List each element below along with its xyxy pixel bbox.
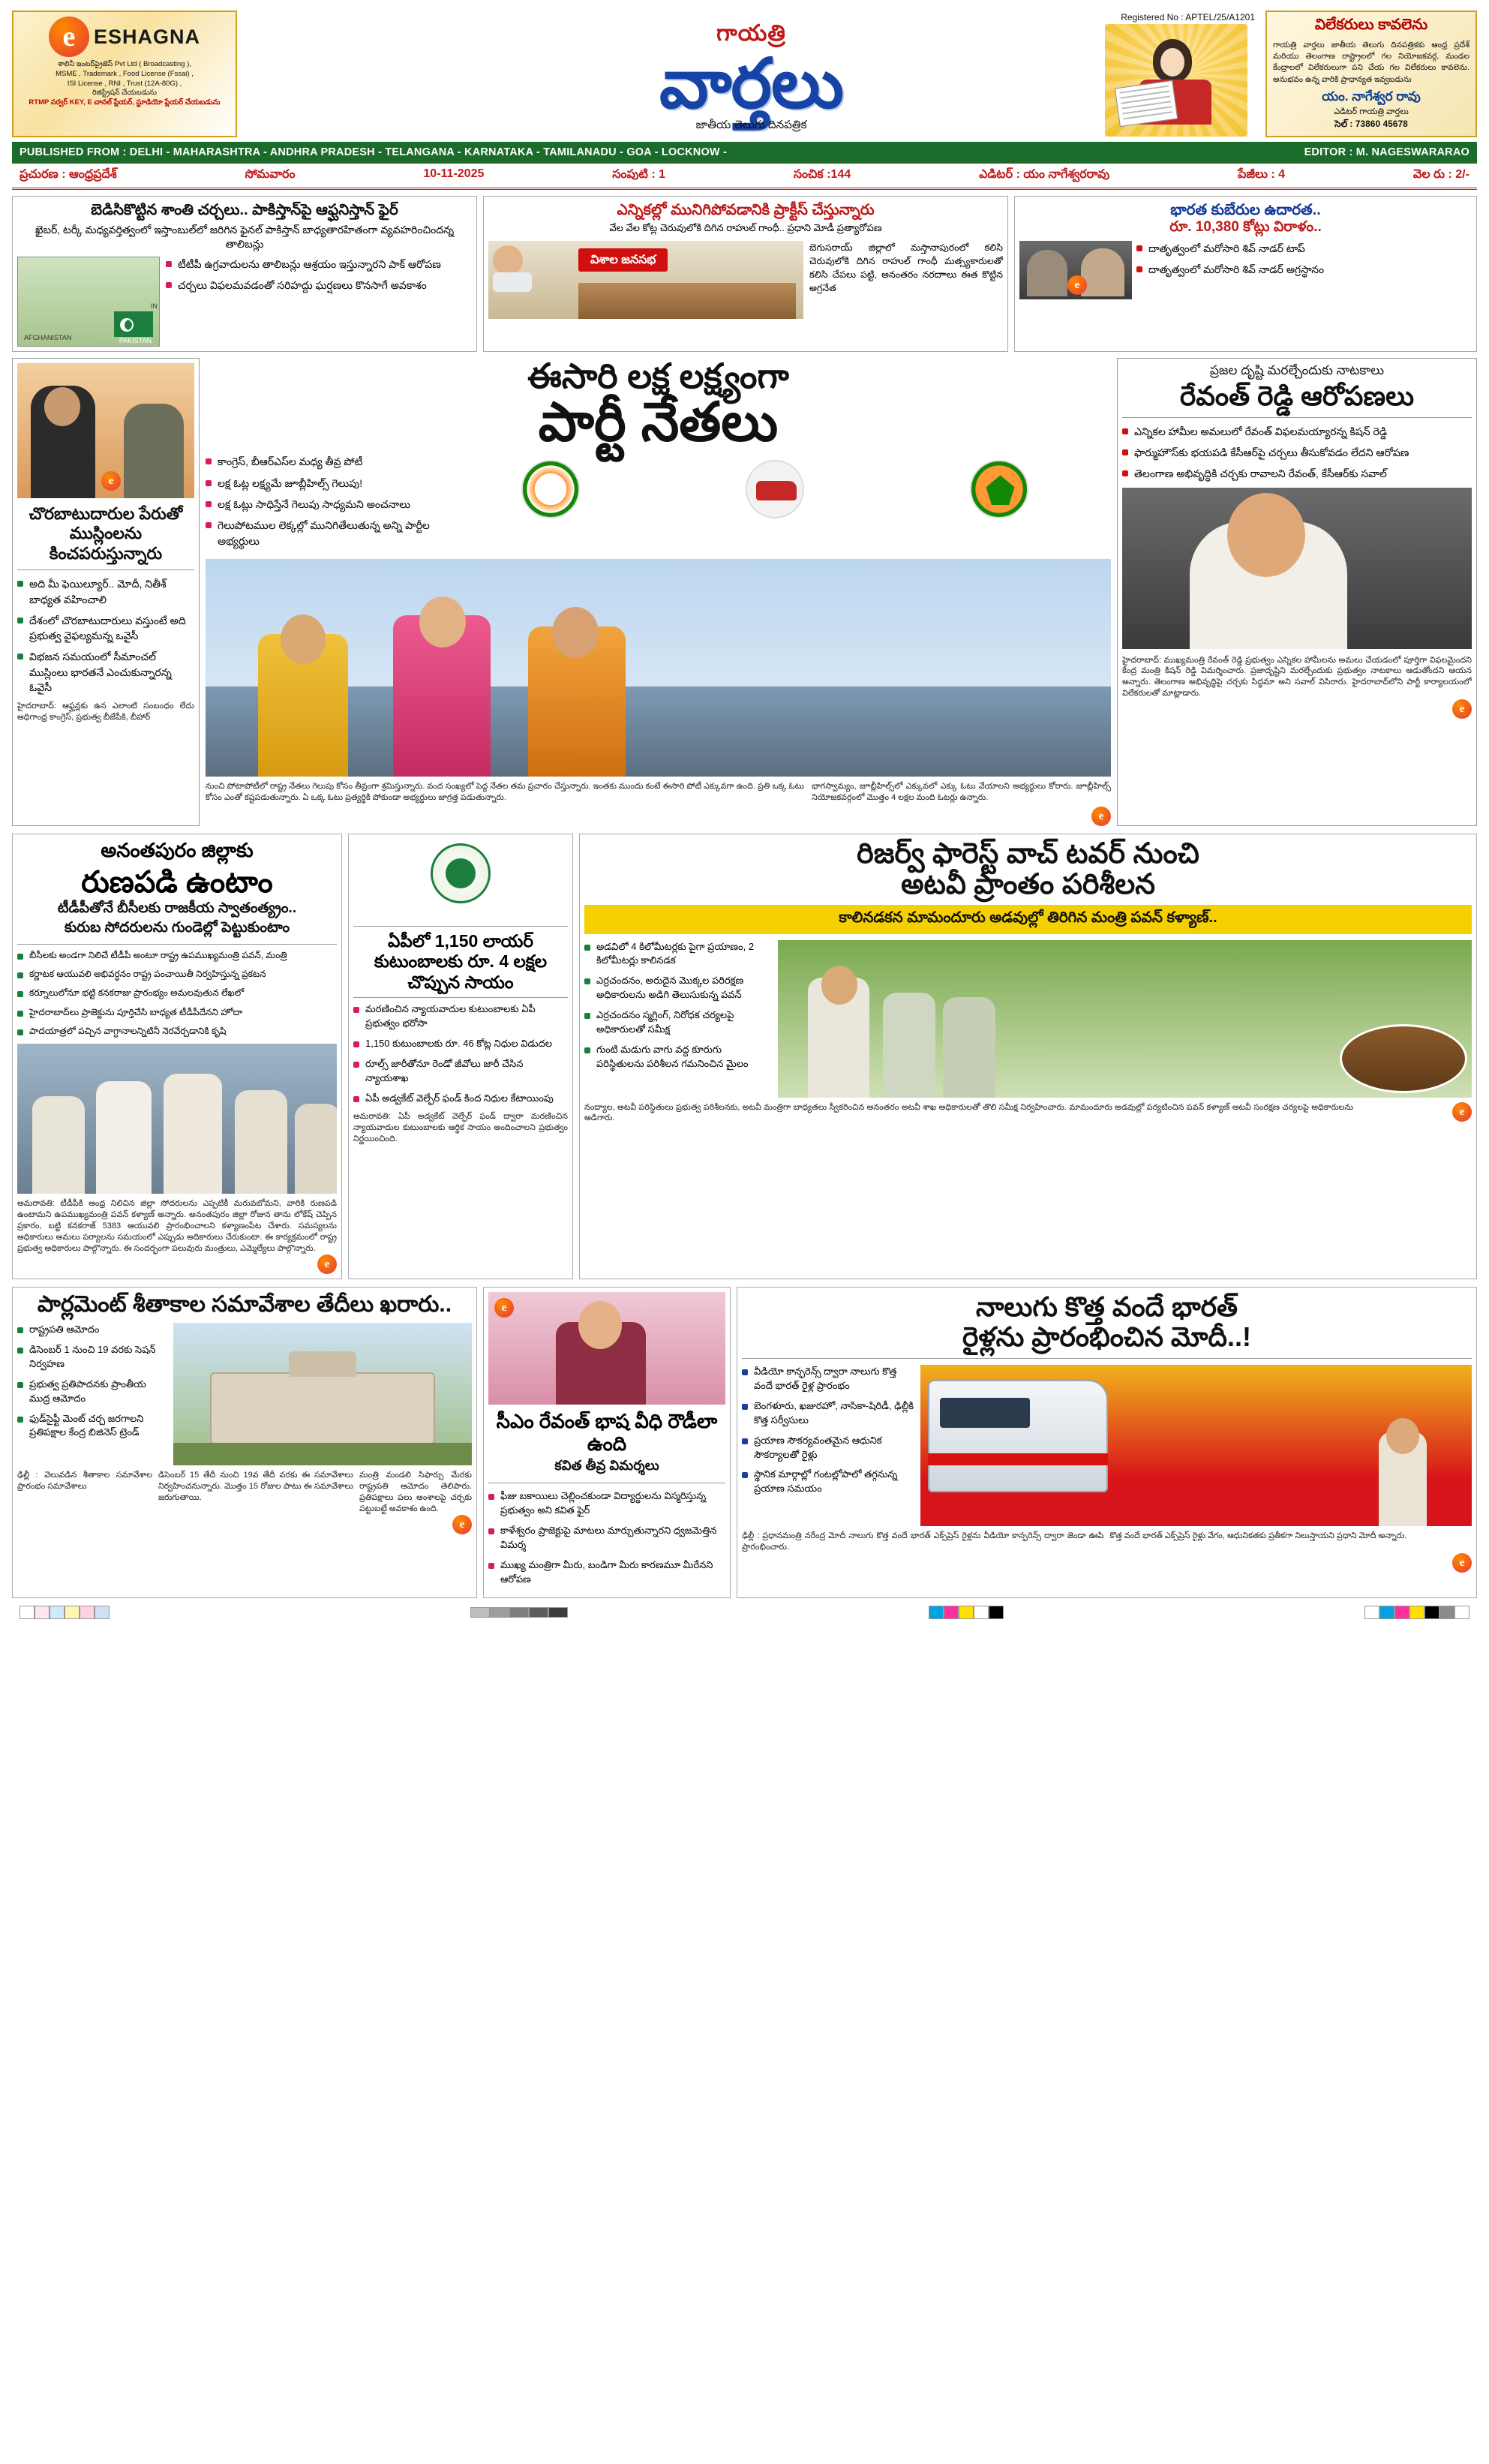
vande-bharat-story[interactable] xyxy=(737,1287,1477,1598)
photo-face xyxy=(44,387,80,426)
owaisi-photo xyxy=(17,363,194,498)
vande-point-1: వీడియో కాన్ఫరెన్స్ ద్వారా నాలుగు కొత్త వందే భారత్ రైళ్ల ప్రారంభం xyxy=(742,1365,914,1393)
lead-headline-line1: ఈసారి లక్ష లక్ష్యంగా xyxy=(527,356,789,396)
color-registration-bars xyxy=(12,1606,1477,1619)
paper-title-main: వార్తలు xyxy=(659,46,844,122)
lawyers-welfare-story[interactable] xyxy=(348,834,573,1279)
colorbar-mid xyxy=(929,1606,1004,1619)
anantapur-point-5: పాదయాత్రలో పచ్చిన వాగ్దానాలన్నిటినీ నెరవేర్చడానికి కృషి xyxy=(17,1025,337,1038)
photo-person-3 xyxy=(164,1074,222,1194)
photo-face-3 xyxy=(552,607,599,658)
top-teaser-band xyxy=(12,196,1477,352)
bjp-logo-icon xyxy=(970,460,1028,518)
lead-caption-1: నుంచి పోటాపోటీలో రాష్ట్ర నేతలు గెలుపు కోసం తీవ్రంగా శ్రమిస్తున్నారు. వంద సంఖ్యలో పెద్ద నేతల తమ ప్రచారం చేస్తున్నారు. ఇంతకు ముందు కంటే ఈసారి పోటీ ఎక్కువగా ఉంది. ప్రతి ఒక్క ఓటు కోసం ఎంతో కష్టపడుతున్నారు. ఏ ఒక్క ఓటు ప్రత్యర్థికి పోకుండా అభ్యర్థులు జాగ్రత్త పడుతున్నారు. xyxy=(206,781,804,802)
ad-line-3: ISI License , RNI , Trust (12A-80G) , xyxy=(67,79,182,88)
photo-face xyxy=(821,966,857,1005)
parliament-caption-mid: డిసెంబర్ 15 తేదీ నుంచి 19వ తేదీ వరకు ఈ సమావేశాలు నిర్వహించనున్నారు. మొత్తం 15 రోజుల పాటు ఈ సమావేశాలు జరుగుతాయి. xyxy=(158,1471,353,1502)
lead-point-1: కాంగ్రెస్, బీఆర్‌ఎస్‌ల మధ్య తీవ్ర పోటీ xyxy=(206,454,431,469)
photo-train-stripe xyxy=(928,1453,1108,1465)
day-label: సోమవారం xyxy=(245,167,296,181)
eshagna-services xyxy=(20,60,230,108)
lead-point-2: లక్ష ఓట్ల లక్ష్యమే జూబ్లీహిల్స్ గెలుపు! xyxy=(206,476,431,491)
lawyers-headline: ఏపీలో 1,150 లాయర్ కుటుంబాలకు రూ. 4 లక్షల చొప్పున సాయం xyxy=(374,930,548,992)
date-label: 10-11-2025 xyxy=(423,167,485,180)
owaisi-headline: చొరబాటుదారుల పేరుతో ముస్లింలను కించపరుస్తున్నారు xyxy=(29,504,183,563)
ad-line-2: MSME , Trademark , Food License (Fssai) , xyxy=(56,69,194,78)
paper-title-small: గాయత్రి xyxy=(716,21,786,46)
congress-logo-icon xyxy=(521,460,580,518)
party-logos xyxy=(438,460,1111,518)
forest-headline-1: రిజర్వ్ ఫారెస్ట్ వాచ్ టవర్ నుంచి xyxy=(857,837,1199,870)
photo-face-1 xyxy=(281,614,326,664)
photo-person-2 xyxy=(124,404,184,498)
lead-headline-line2: పార్టీ నేతలు xyxy=(538,392,779,453)
red-sanders-logs-photo xyxy=(1340,1024,1467,1093)
forest-point-3: ఎర్రచందనం స్మగ్లింగ్, నిరోధక చర్యలపై అధికారులతో సమీక్ష xyxy=(584,1008,772,1037)
paper-tagline: జాతీయ తెలుగు దినపత్రిక xyxy=(695,119,807,132)
pages-label: పేజీలు : 4 xyxy=(1237,167,1286,181)
photo-parliament-roof xyxy=(289,1351,356,1377)
masthead-title-block xyxy=(242,11,1261,137)
kavitha-headline: సీఎం రేవంత్ భాష వీధి రౌడీలా ఉంది xyxy=(496,1409,718,1455)
photo-person-1 xyxy=(32,1096,85,1194)
kavitha-point-2: కాళేశ్వరం ప్రాజెక్టుపై మాటలు మార్చుతున్నారని ధ్వజమెత్తిన విమర్శ xyxy=(488,1524,725,1552)
teaser1-point-2: చర్చలు విఫలమవడంతో సరిహద్దు ఘర్షణలు కొనసాగే అవకాశం xyxy=(166,278,472,293)
vande-point-3: ప్రయాణ సౌకర్యవంతమైన ఆధునిక సౌకర్యాలతో రైళ్లు xyxy=(742,1434,914,1462)
teaser2-headline: ఎన్నికల్లో మునిగిపోవడానికి ప్రాక్టీస్ చేస్తున్నారు xyxy=(617,201,875,218)
parliament-caption-left: ఢిల్లీ : వెలువడిన శీతాకాల సమావేశాల ప్రారంభం సమావేశాలు xyxy=(17,1471,152,1492)
editor-phone[interactable]: సెల్ : 73860 45678 xyxy=(1334,118,1408,129)
colorbar-left xyxy=(20,1606,110,1619)
issue-label: సంచిక :144 xyxy=(793,167,851,181)
vande-bharat-train-photo xyxy=(920,1365,1472,1526)
kishan-point-3: తెలంగాణ అభివృద్ధికి చర్చకు రావాలని రేవంత్, కేసీఆర్‌కు సవాల్ xyxy=(1122,466,1472,481)
forest-banner: కాలినడకన మామందూరు అడవుల్లో తిరిగిన మంత్రి పవన్ కళ్యాణ్.. xyxy=(584,905,1472,934)
kishan-point-1: ఎన్నికల హామీల అమలులో రేవంత్ విఫలమయ్యారన్న కిషన్ రెడ్డి xyxy=(1122,424,1472,439)
photo-train-window xyxy=(940,1398,1030,1428)
photo-face xyxy=(1227,493,1305,577)
paper-stamp-icon: e xyxy=(1452,1553,1472,1573)
published-from-strip xyxy=(12,142,1477,163)
section-three xyxy=(12,834,1477,1279)
paper-stamp-icon: e xyxy=(1452,699,1472,719)
anantapur-point-4: హైదరాబాద్‌లు ప్రాజెక్టును పూర్తిచేసి బాధ్యత టీడీపీదేనని హోదా xyxy=(17,1006,337,1019)
teaser2-subhead: వేల వేల కోట్ల చెరువులోకి దిగిన రాహుల్ గాంధీ.. ప్రధాని మోడీ ప్రత్యారోపణ xyxy=(609,221,882,233)
pakistan-flag-icon xyxy=(114,311,153,337)
teaser2-body: బెగుసరాయ్ జిల్లాలో మస్తానాపురంలో కలిసి చెరువులోకి దిగిన రాహుల్ గాంధీ మత్స్యకారులతో కలిసి చేపలు పట్టి, అనంతరం నరదాాలు ఈత కొట్టిన అగ్రనేత xyxy=(809,242,1003,294)
parliament-point-2: డిసెంబర్ 1 నుంచి 19 వరకు సెషన్ నిర్వహణ xyxy=(17,1343,167,1372)
teaser-philanthropy[interactable] xyxy=(1014,196,1477,352)
ad-line-highlight: RTMP సర్వర్ KEY, E చానల్ ప్లేయర్, స్టూడియో ప్లేయర్ చేయబడును xyxy=(29,98,221,107)
kavitha-point-3: ముఖ్య మంత్రిగా మీరు, బండిగా మీరు కారణమూ మీరేనని ఆరోపణ xyxy=(488,1558,725,1587)
edition-label: ప్రచురణ : ఆంధ్రప్రదేశ్ xyxy=(20,167,117,181)
kishan-caption: హైదరాబాద్: ముఖ్యమంత్రి రేవంత్ రెడ్డి ప్రభుత్వం ఎన్నికల హామీలను అమలు చేయడంలో పూర్తిగా విఫలమైందని కేంద్ర మంత్రి కిషన్ రెడ్డి విమర్శించారు. ప్రజాదృష్టిని మరల్చేందుకు ప్రభుత్వం నాటకాలు ఆడుతోందని ఆయన అన్నారు. తెలంగాణ అభివృద్ధిపై చర్చకు సిద్ధమా అని సవాల్ విసిరారు. హైదరాబాద్‌లోని పార్టీ కార్యాలయంలో విలేకరులతో మాట్లాడారు. xyxy=(1122,655,1472,699)
volume-label: సంపుటి : 1 xyxy=(612,167,665,181)
teaser-afghanistan-pakistan[interactable] xyxy=(12,196,477,352)
photo-person-5 xyxy=(295,1104,337,1194)
published-from-text: PUBLISHED FROM : DELHI - MAHARASHTRA - ANDHRA PRADESH - TELANGANA - KARNATAKA - TAMILANADU - GOA - LOCKNOW - xyxy=(20,146,728,158)
advertisement-left[interactable] xyxy=(12,11,237,137)
colorbar-right xyxy=(1364,1606,1469,1619)
teaser3-point-2: దాతృత్వంలో మరోసారి శివ్ నాడర్ అగ్రస్థానం xyxy=(1136,262,1472,277)
anantapur-sub1: టీడీపీతోనే బీసీలకు రాజకీయ స్వాతంత్య్రం.. xyxy=(57,900,297,916)
vande-caption-right: కొత్త వందే భారత్ ఎక్స్‌ప్రెస్ రైళ్లు వేగం, ఆధునికతకు ప్రతీకగా నిలుస్తాయని ప్రధాని మోదీ అన్నారు. xyxy=(1109,1531,1407,1541)
kishan-kicker: ప్రజల దృష్టి మరల్చేందుకు నాటకాలు xyxy=(1209,363,1385,378)
teaser3-point-1: దాతృత్వంలో మరోసారి శివ్ నాడర్ టాప్ xyxy=(1136,241,1472,256)
photo-official-1 xyxy=(883,993,935,1098)
illustration-face xyxy=(1160,48,1184,77)
photo-lawn xyxy=(173,1443,472,1465)
afghanistan-pakistan-map xyxy=(17,257,160,347)
reporters-wanted-body: గాయత్రి వార్తలు జాతీయ తెలుగు దినపత్రికకు ఆంధ్ర ప్రదేశ్ మరియు తెలంగాణ రాష్ట్రాలలో గల నియోజకవర్గ, మండల కేంద్రాలలో విలేకరులుగా పని చేయ గల విలేకరులు కావలెను. అనుభవం ఉన్న వారికి ప్రాధాన్యత ఇవ్వబడును xyxy=(1273,41,1469,84)
kavitha-sub: కవిత తీవ్ర విమర్శలు xyxy=(554,1458,659,1474)
photo-face-2 xyxy=(419,596,466,648)
map-label-afghanistan: AFGHANISTAN xyxy=(24,334,72,342)
owaisi-point-1: అది మీ ఫెయిల్యూర్.. మోదీ, నితీశ్ బాధ్యత వహించాలి xyxy=(17,576,194,607)
owaisi-story[interactable] xyxy=(12,358,200,825)
main-lead-story[interactable] xyxy=(206,358,1111,825)
anantapur-point-3: కర్నూలులోనూ భట్టి కనకరాజు ప్రారంభ్యం అమలవుతున లేఖలో xyxy=(17,987,337,999)
edition-info-strip xyxy=(12,163,1477,190)
kavitha-story[interactable] xyxy=(483,1287,731,1598)
ap-government-emblem-icon xyxy=(426,839,495,921)
anantapur-point-2: కర్ణాటక ఆయువలి అభివర్ధనం రాష్ట్ర పంచాయితీ నిర్వహిస్తున్న ప్రకటన xyxy=(17,968,337,981)
kishan-headline: రేవంత్ రెడ్డి ఆరోపణలు xyxy=(1179,380,1415,412)
lead-section xyxy=(12,358,1477,825)
lead-point-3: లక్ష ఓట్లు సాధిస్తేనే గెలుపు సాధ్యమని అంచనాలు xyxy=(206,497,431,512)
teaser3-subhead: రూ. 10,380 కోట్లు విరాళం.. xyxy=(1169,218,1322,235)
owaisi-point-3: విభజన సమయంలో సీమాంచల్ ముస్లింలు భారతనే ఎంచుకున్నారన్న ఓవైసీ xyxy=(17,649,194,695)
editor-role: ఎడిటర్ గాయత్రి వార్తలు xyxy=(1334,107,1409,116)
anantapur-kicker: అనంతపురం జిల్లాకు xyxy=(101,838,254,861)
anantapur-story[interactable] xyxy=(12,834,342,1279)
editor-label: ఎడిటర్ : యం నాగేశ్వరరావు xyxy=(979,167,1110,181)
parliament-point-3: ప్రభుత్వ ప్రతిపాదనకు ప్రాంతీయ ముద్ర ఆమోదం xyxy=(17,1378,167,1406)
anantapur-point-1: బీసీలకు అండగా నిలిచే టీడీపీ అంటూ రాష్ట్ర ఉపముఖ్యమంత్రి పవన్, మంత్రి xyxy=(17,949,337,962)
reporters-wanted-headline: విలేకరులు కావలెను xyxy=(1314,17,1428,33)
photo-person-modi xyxy=(493,245,532,290)
paper-stamp-icon: e xyxy=(1067,275,1087,295)
forest-photo xyxy=(778,940,1472,1098)
paper-stamp-icon: e xyxy=(1091,807,1111,826)
forest-headline-2: అటవీ ప్రాంతం పరిశీలన xyxy=(901,868,1155,900)
lawyers-point-4: ఏపీ అడ్వకేట్ వెల్ఫేర్ ఫండ్ కింద నిధుల కేటాయింపు xyxy=(353,1092,568,1106)
parliament-point-4: ఫుడ్‌సైఫ్టీ మెంట్ చర్చ జరగాలని ప్రతిపక్షాల కేంద్ర బిజినెస్ ట్రెండ్ xyxy=(17,1412,167,1441)
anantapur-photo xyxy=(17,1044,337,1194)
eshagna-logo-icon: e xyxy=(49,17,89,57)
parliament-caption-right: మంత్రి మండలి సిఫార్సు మేరకు రాష్ట్రపతి ఆమోదం తెలిపారు. ప్రతిపక్షాలు పలు అంశాలపై చర్చకు పట్టుబట్టే అవకాశం ఉంది. xyxy=(359,1471,472,1513)
illustration-newspaper-icon xyxy=(1115,80,1178,127)
teaser2-photo xyxy=(488,241,803,319)
eshagna-logo xyxy=(20,17,230,57)
paper-stamp-icon: e xyxy=(494,1298,514,1318)
photo-person-1 xyxy=(1027,250,1067,296)
teaser1-subhead: ఖైబర్, టర్కీ మధ్యవర్తిత్వంలో ఇస్తాంబుల్‌లో జరిగిన ఫైనల్ పాకిస్తాన్ బాధ్యతారహితంగా వ్యవహరించిందన్న తాలిబన్లు xyxy=(35,223,455,251)
photo-face xyxy=(578,1301,622,1349)
teaser1-headline: బెడిసికొట్టిన శాంతి చర్చలు.. పాకిస్తాన్‌పై ఆఫ్ఘనిస్తాన్ ఫైర్ xyxy=(91,201,398,218)
brs-logo-icon xyxy=(746,460,804,518)
photo-official-2 xyxy=(943,997,995,1098)
photo-crowd xyxy=(578,283,796,319)
anantapur-sub2: కురుబ సోదరులను గుండెల్లో పెట్టుకుంటాం xyxy=(64,919,290,936)
lawyers-point-3: రూల్స్ జారీతోనూ రెండో జీవోలు జారీ చేసిన న్యాయశాఖ xyxy=(353,1057,568,1086)
photo-person-4 xyxy=(235,1090,287,1194)
photo-face xyxy=(1386,1418,1419,1454)
teaser2-banner-text: విశాల జనసభ xyxy=(578,248,668,272)
map-label-pakistan: PAKISTAN xyxy=(119,337,152,345)
editor-name: యం. నాగేశ్వర రావు xyxy=(1322,89,1421,104)
kavitha-point-1: ఫీజు బకాయిలు చెల్లించకుండా విద్యార్థులను విస్మరిస్తున్న ప్రభుత్వం అని కవిత ఫైర్ xyxy=(488,1489,725,1518)
ad-line-4: రిజిస్ట్రేషన్ చేయబడును xyxy=(92,89,157,98)
lead-point-4: గెలుపోటముల లెక్కల్లో మునిగితేలుతున్న అన్ని పార్టీల అభ్యర్థులు xyxy=(206,518,431,548)
parliament-building-photo xyxy=(173,1323,472,1465)
parliament-point-1: రాష్ట్రపతి ఆమోదం xyxy=(17,1323,167,1337)
parliament-headline: పార్లమెంట్ శీతాకాల సమావేశాల తేదీలు ఖరారు.. xyxy=(37,1291,452,1317)
lead-photo-candidates xyxy=(206,559,1111,777)
teaser1-point-1: టీటీపీ ఉగ్రవాదులను తాలిబన్లు ఆశ్రయం ఇస్తున్నారని పాక్ ఆరోపణ xyxy=(166,257,472,272)
owaisi-caption: హైదరాబాద్: ఆఫ్ఘన్లకు ఉన ఎలాంటి సంబంధం లేదు అధిగాంధ్ర కాంగ్రెస్, ప్రభుత్వ బీజేపీకి, బీహార్ xyxy=(17,702,194,723)
lawyers-point-2: 1,150 కుటుంబాలకు రూ. 46 కోట్ల నిధుల విడుదల xyxy=(353,1037,568,1051)
forest-point-2: ఎర్రచందనం, అరుదైన మొక్కల పరిరక్షణ అధికారులను అడిగి తెలుసుకున్న పవన్ xyxy=(584,974,772,1002)
vande-headline-2: రైళ్లను ప్రారంభించిన మోదీ..! xyxy=(962,1321,1251,1353)
price-label: వెల రు : 2/- xyxy=(1412,167,1469,181)
lawyers-caption: అమరావతి: ఏపీ అడ్వకేట్ వెల్ఫేర్ ఫండ్ ద్వారా మరణించిన న్యాయవాదుల కుటుంబాలకు ఆర్థిక సాయం అందించాలని ప్రభుత్వం నిర్ణయించింది. xyxy=(353,1112,568,1144)
forest-point-4: గుంటి మడుగు వాగు వద్ద కూరుగు పరిస్థితులను పరిశీలన గమనించిన మైలం xyxy=(584,1043,772,1071)
paper-stamp-icon: e xyxy=(101,471,121,491)
kishan-point-2: ఫార్ముహౌస్‌కు భయపడి కేసీఆర్‌పై చర్చలు తీసుకోవడం లేదని ఆరోపణ xyxy=(1122,445,1472,460)
paper-stamp-icon: e xyxy=(317,1255,337,1274)
photo-person-2 xyxy=(1081,248,1124,296)
registration-number: Registered No : APTEL/25/A1201 xyxy=(1121,12,1255,23)
vande-caption-left: ఢిల్లీ : ప్రధానమంత్రి నరేంద్ర మోదీ నాలుగు కొత్త వందే భారత్ ఎక్స్‌ప్రెస్ రైళ్లను వీడియో కాన్ఫరెన్స్ ద్వారా జెండా ఊపి ప్రారంభించారు. xyxy=(742,1531,1104,1552)
lawyers-point-1: మరణించిన న్యాయవాదుల కుటుంబాలకు ఏపీ ప్రభుత్వం భరోసా xyxy=(353,1002,568,1031)
masthead xyxy=(12,11,1477,137)
photo-parliament xyxy=(210,1372,435,1444)
teaser-rahul-gandhi[interactable] xyxy=(483,196,1008,352)
paper-stamp-icon: e xyxy=(1452,1102,1472,1122)
vande-point-2: బెంగళూరు, ఖజురహో, నాసికా-షిరిడీ, ఢిల్లీకి కొత్త సర్వీసులు xyxy=(742,1399,914,1428)
eshagna-brand-name: ESHAGNA xyxy=(93,25,200,48)
vande-headline-1: నాలుగు కొత్త వందే భారత్ xyxy=(975,1291,1238,1322)
forest-point-1: అడవిలో 4 కిలోమీటర్లకు పైగా ప్రయాణం, 2 కిలోమీటర్లు కాలినడక xyxy=(584,940,772,969)
map-label-india: IN xyxy=(151,302,158,311)
kishan-reddy-photo xyxy=(1122,488,1472,649)
colorbar-gray xyxy=(470,1607,568,1618)
lead-caption-2: భాగస్వామ్యం, జూబ్లీహిల్స్‌లో ఎక్కువలో ఎక్కు ఓటు వేయాలని అభ్యర్థులు కోరారు. జూబ్లీహిల్స్ నియోజకవర్గంలో మొత్తం 4 లక్షల మంది ఓటర్లు ఉన్నారు. xyxy=(812,781,1111,802)
ad-line-1: శాలినీ ఇంటర్‌ప్రైజెస్ Pvt Ltd ( Broadcasting ), xyxy=(58,60,191,68)
teaser3-photo xyxy=(1019,241,1132,299)
vande-point-4: స్థానిక మార్గాల్లో గంటల్లోపాలో తగ్గనున్న ప్రయాణ సమయం xyxy=(742,1468,914,1496)
editor-strip-text: EDITOR : M. NAGESWARARAO xyxy=(1304,146,1469,158)
teaser3-headline: భారత కుబేరుల ఉదారత.. xyxy=(1170,201,1321,218)
forest-inspection-story[interactable] xyxy=(579,834,1477,1279)
anantapur-headline: రుణపడి ఉంటాం xyxy=(81,865,273,899)
advertisement-right[interactable] xyxy=(1265,11,1477,137)
kishan-reddy-story[interactable] xyxy=(1117,358,1477,825)
anantapur-caption: అమరావతి: టీడీపీకి ఆంధ్ర నిలిచిన జిల్లా సోదరులను ఎప్పటికీ మరువబోమని, వారికి రుణపడి ఉంటామని ఉపముఖ్యమంత్రి పవన్ కళ్యాణ్ అన్నారు. అనంతపురం జిల్లా రోజున తాను లోకేష్ చెప్పిన ప్రకారం, బట్టి కనకరాజ్ 5383 ఆయువలి ప్రారంభించాలని కళ్యాణంపేట చేశారు. సమస్యలను అధికారులు అమలు పర్యాలను సమయంలో ఎప్పుడు అదికారులు చేరుకుంటా. ఈ కార్యక్రమంలో రాష్ట్ర ప్రభుత్వ అధికారులు పాల్గొన్నారు. ఈ సందర్భంగా పలువురు మంత్రులు, ఎమ్మెల్యేలు పాల్గొన్నారు. xyxy=(17,1199,337,1253)
parliament-session-story[interactable] xyxy=(12,1287,477,1598)
newsreader-illustration xyxy=(1105,24,1247,137)
forest-caption: నంద్యాల, అటవీ పరిస్థితులు ప్రభుత్వ పరిశీలనకు, అటవీ మంత్రిగా బాధ్యతలు స్వీకరించిన అనంతరం అటవీ శాఖ అధికారులతో తొలి సమీక్ష నిర్వహించారు. మామందూరు అడవుల్లో పర్యటించిన పవన్ కళ్యాణ్ అటవీ సంరక్షణ చర్యలపై అధికారులను అడిగారు. xyxy=(584,1102,1353,1123)
owaisi-point-2: దేశంలో చొరబాటుదారులు వస్తుంటే అది ప్రభుత్వ వైఫల్యమన్న ఒవైసీ xyxy=(17,613,194,644)
photo-train xyxy=(928,1380,1108,1492)
kavitha-photo xyxy=(488,1292,725,1405)
photo-person-2 xyxy=(96,1081,152,1194)
paper-stamp-icon: e xyxy=(452,1515,472,1534)
section-four xyxy=(12,1287,1477,1598)
